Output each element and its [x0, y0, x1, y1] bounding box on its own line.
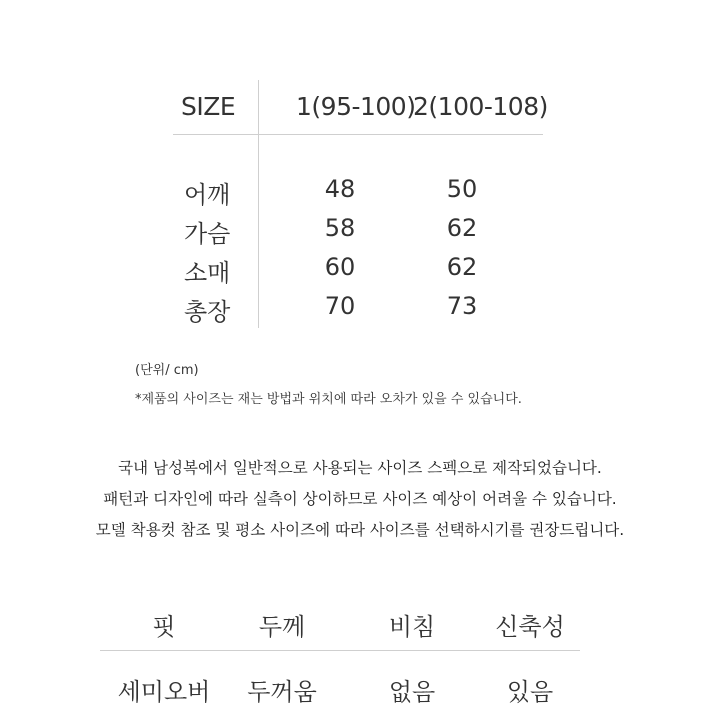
- size-header-1: 1(95-100): [296, 92, 416, 121]
- row-value: 50: [446, 175, 478, 203]
- row-label: 총장: [184, 298, 231, 326]
- row-label: 가슴: [184, 220, 231, 248]
- row-label: 소매: [184, 259, 231, 287]
- description-line: 국내 남성복에서 일반적으로 사용되는 사이즈 스펙으로 제작되었습니다.: [118, 459, 602, 477]
- attributes-divider: [100, 650, 580, 651]
- attr-value-fit: 세미오버: [117, 678, 211, 706]
- size-header-2: 2(100-108): [413, 92, 548, 121]
- description-line: 패턴과 디자인에 따라 실측이 상이하므로 사이즈 예상이 어려울 수 있습니다.: [103, 490, 617, 508]
- attr-value-sheerness: 없음: [388, 678, 436, 706]
- unit-note: (단위/ cm): [135, 363, 199, 378]
- attr-value-stretch: 있음: [506, 678, 554, 706]
- attr-label-sheerness: 비침: [388, 613, 436, 641]
- row-value: 73: [446, 292, 478, 320]
- row-label: 어깨: [184, 181, 231, 209]
- attr-label-fit: 핏: [152, 613, 176, 641]
- description-line: 모델 착용컷 참조 및 평소 사이즈에 따라 사이즈를 선택하시기를 권장드립니다.: [95, 521, 625, 539]
- row-value: 48: [324, 175, 356, 203]
- row-value: 60: [324, 253, 356, 281]
- attr-label-thickness: 두께: [258, 613, 306, 641]
- size-header-label: SIZE: [181, 92, 236, 121]
- row-value: 70: [324, 292, 356, 320]
- measure-note: *제품의 사이즈는 재는 방법과 위치에 따라 오차가 있을 수 있습니다.: [135, 392, 522, 407]
- row-value: 58: [324, 214, 356, 242]
- table-header-divider: [173, 134, 543, 135]
- row-value: 62: [446, 253, 478, 281]
- attr-value-thickness: 두꺼움: [247, 678, 317, 706]
- row-value: 62: [446, 214, 478, 242]
- table-vertical-divider: [258, 80, 259, 328]
- attr-label-stretch: 신축성: [495, 613, 565, 641]
